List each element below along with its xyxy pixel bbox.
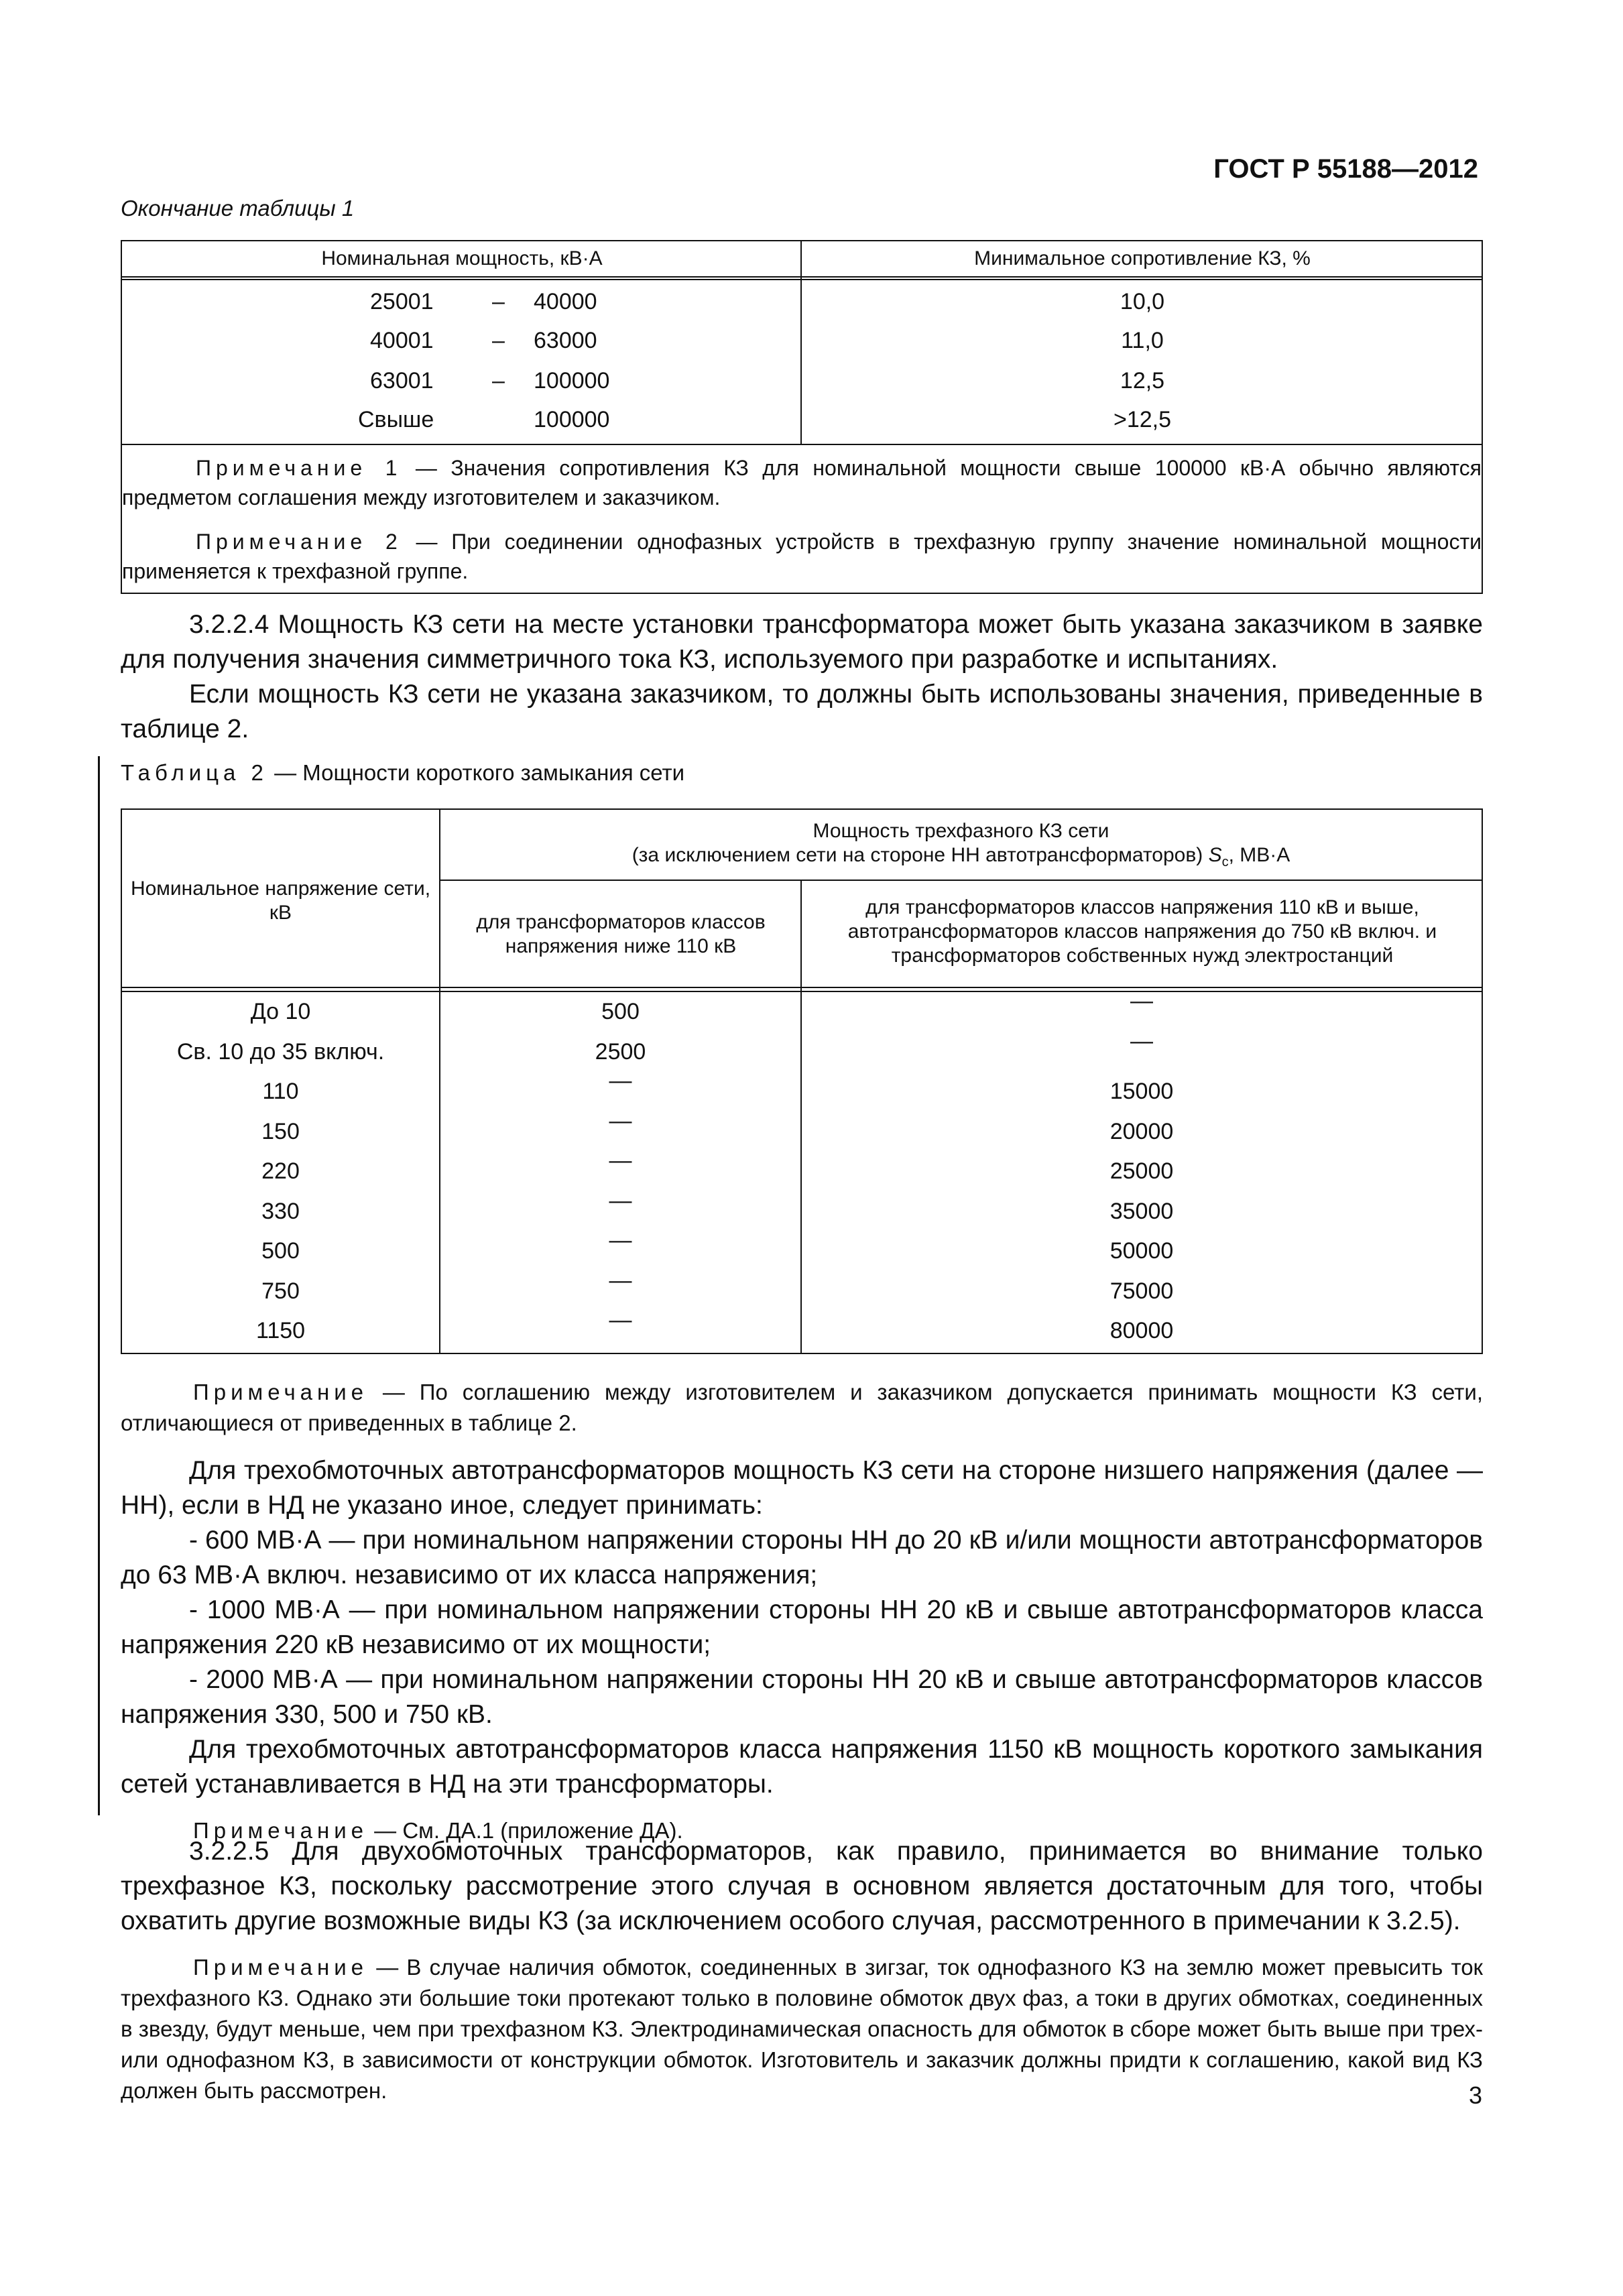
voltage-cell: 1150 [255, 1318, 306, 1343]
table-continuation-caption: Окончание таблицы 1 [121, 196, 355, 221]
document-code: ГОСТ Р 55188—2012 [1213, 154, 1478, 184]
high-class-cell: 35000 [1109, 1198, 1174, 1224]
high-class-cell: — [1130, 988, 1153, 1014]
voltage-cell: 110 [262, 1079, 299, 1104]
voltage-cell: Св. 10 до 35 включ. [176, 1038, 385, 1065]
high-class-cell: 20000 [1109, 1118, 1174, 1144]
range-dash: – [492, 368, 505, 394]
table-2-note [121, 1377, 1483, 1439]
resistance-value: 11,0 [1121, 328, 1164, 353]
table-row [122, 320, 1482, 361]
table-row [122, 1267, 1482, 1312]
table-2-caption [121, 760, 684, 786]
range-to: 100000 [534, 407, 610, 432]
low-class-cell: — [609, 1227, 632, 1253]
table-2-caption-label: Таблица 2 [121, 760, 268, 785]
section-3224 [121, 607, 1483, 747]
table-row [122, 1107, 1482, 1152]
table-row [122, 1187, 1482, 1232]
note-text: — В случае наличия обмоток, соединенных в зигзаг, ток однофазного КЗ на землю может превысить ток трехфазного КЗ. Однако эти большие токи протекают только в половине обмоток двух фаз, а токи в других обмотках, соединенных в звезду, будут меньше, чем при трехфазном КЗ. Электродинамическая опасность для обмоток в сборе может быть выше при трех- или однофазном КЗ, в зависимости от конструкции обмоток. Изготовитель и заказчик должны придти к соглашению, какой вид КЗ должен быть рассмотрен. [121, 1955, 1483, 2103]
table-row [122, 1028, 1482, 1073]
table-2-body [122, 988, 1482, 1353]
table-2-caption-text: — Мощности короткого замыкания сети [267, 760, 685, 785]
high-class-cell: 75000 [1109, 1278, 1174, 1304]
high-class-cell: 25000 [1109, 1158, 1174, 1184]
table-row [122, 1148, 1482, 1192]
group-header-unit: , МВ·А [1228, 844, 1290, 866]
table-2-col-voltage: Номинальное напряжение сети, кВ [130, 878, 431, 924]
table-1-col-power: Номинальная мощность, кВ·А [321, 247, 603, 269]
low-class-cell: — [609, 1187, 632, 1213]
paragraph: Для трехобмоточных автотрансформаторов мощность КЗ сети на стороне низшего напряжения (далее — НН), если в НД не указано иное, следует принимать: [121, 1456, 1483, 1520]
table-2-group-header [440, 819, 1482, 874]
note-label: Примечание [193, 1380, 369, 1404]
voltage-cell: 500 [261, 1238, 300, 1264]
low-class-cell: — [609, 1148, 632, 1173]
low-class-cell: — [609, 1107, 632, 1134]
voltage-cell: 220 [261, 1158, 300, 1184]
voltage-cell: До 10 [250, 999, 311, 1024]
list-item: - 600 МВ·А — при номинальном напряжении стороны НН до 20 кВ и/или мощности автотрансформаторов до 63 МВ·А включ. независимо от их класса напряжения; [121, 1526, 1483, 1589]
low-class-cell: 500 [601, 999, 640, 1024]
group-header-line-2 [440, 843, 1482, 874]
range-dash: – [492, 328, 505, 353]
low-class-cell: — [609, 1307, 632, 1333]
low-class-cell: — [609, 1068, 632, 1093]
table-1-header [122, 241, 1482, 280]
low-class-cell: — [609, 1267, 632, 1293]
note-text: — По соглашению между изготовителем и заказчиком допускается принимать мощности КЗ сети, отличающиеся от приведенных в таблице 2. [121, 1380, 1483, 1435]
low-class-cell: 2500 [595, 1038, 646, 1065]
group-header-line-1: Мощность трехфазного КЗ сети [813, 820, 1109, 842]
note-label: Примечание 2 [196, 530, 402, 554]
note-label: Примечание [193, 1955, 369, 1980]
high-class-cell: 80000 [1109, 1318, 1174, 1343]
note-text: — Значения сопротивления КЗ для номинальной мощности свыше 100000 кВ·А обычно являются предметом соглашения между изготовителем и заказчиком. [122, 456, 1482, 509]
table-1-col-resistance: Минимальное сопротивление КЗ, % [974, 247, 1311, 269]
page-number: 3 [1468, 2081, 1482, 2109]
table-2-subcol-low: для трансформаторов классов напряжения ниже 110 кВ [476, 911, 766, 957]
list-item: - 2000 МВ·А — при номинальном напряжении стороны НН 20 кВ и свыше автотрансформаторов классов напряжения 330, 500 и 750 кВ. [121, 1665, 1483, 1729]
note-text: — См. ДА.1 (приложение ДА). [368, 1818, 683, 1843]
note-paragraph [121, 1952, 1483, 2106]
note-paragraph [121, 1377, 1483, 1439]
voltage-cell: 330 [261, 1198, 300, 1224]
table-1-notes [122, 453, 1482, 586]
range-from: 40001 [370, 328, 434, 353]
voltage-cell: 150 [261, 1118, 300, 1144]
voltage-cell: 750 [261, 1278, 300, 1304]
range-to: 63000 [534, 328, 597, 353]
table-row [122, 361, 1482, 401]
note-label: Примечание [193, 1818, 369, 1843]
range-from: 25001 [370, 289, 434, 314]
range-to: 40000 [534, 289, 597, 314]
resistance-value: >12,5 [1113, 407, 1172, 432]
table-row [122, 1068, 1482, 1112]
paragraph: Если мощность КЗ сети не указана заказчиком, то должны быть использованы значения, приведенные в таблице 2. [121, 680, 1483, 743]
note-text: — При соединении однофазных устройств в трехфазную группу значение номинальной мощности применяется к трехфазной группе. [122, 530, 1482, 583]
table-row [122, 282, 1482, 322]
table-1-note-2 [122, 527, 1482, 586]
revision-margin-bar [98, 756, 100, 1815]
three-winding-section [121, 1453, 1483, 1846]
table-row [122, 400, 1482, 440]
range-from: Свыше [358, 407, 434, 432]
group-header-text: (за исключением сети на стороне НН автотрансформаторов) [632, 844, 1203, 866]
table-row [122, 1307, 1482, 1351]
table-2-group-rule [440, 880, 1483, 881]
table-1-body [122, 282, 1482, 445]
range-to: 100000 [534, 368, 610, 394]
table-2 [121, 808, 1483, 1354]
table-2-subcol-high: для трансформаторов классов напряжения 110 кВ и выше, автотрансформаторов классов напряжения до 750 кВ включ. и трансформаторов собственных нужд электростанций [847, 896, 1437, 967]
paragraph: 3.2.2.4 Мощность КЗ сети на месте установки трансформатора может быть указана заказчиком в заявке для получения значения симметричного тока КЗ, используемого при разработке и испытаниях. [121, 610, 1483, 674]
note-label: Примечание 1 [196, 456, 402, 480]
high-class-cell: 15000 [1109, 1079, 1174, 1104]
list-item: - 1000 МВ·А — при номинальном напряжении стороны НН 20 кВ и свыше автотрансформаторов класса напряжения 220 кВ независимо от их мощности; [121, 1595, 1483, 1659]
table-1 [121, 240, 1483, 594]
high-class-cell: — [1130, 1028, 1153, 1054]
table-1-note-1 [122, 453, 1482, 512]
high-class-cell: 50000 [1109, 1238, 1174, 1264]
resistance-value: 10,0 [1120, 289, 1165, 314]
range-dash: – [492, 289, 505, 314]
table-row [122, 1227, 1482, 1272]
group-header-symbol: S [1208, 844, 1222, 866]
section-3225 [121, 1834, 1483, 2106]
paragraph: 3.2.2.5 Для двухобмоточных трансформаторов, как правило, принимается во внимание только трехфазное КЗ, поскольку рассмотрение этого случая в основном является достаточным для того, чтобы охватить другие возможные виды КЗ (за исключением особого случая, рассмотренного в примечании к 3.2.5). [121, 1837, 1483, 1935]
range-from: 63001 [370, 368, 434, 394]
group-header-subscript: c [1221, 855, 1229, 869]
paragraph: Для трехобмоточных автотрансформаторов класса напряжения 1150 кВ мощность короткого замыкания сетей устанавливается в НД на эти трансформаторы. [121, 1735, 1483, 1799]
resistance-value: 12,5 [1120, 368, 1165, 394]
